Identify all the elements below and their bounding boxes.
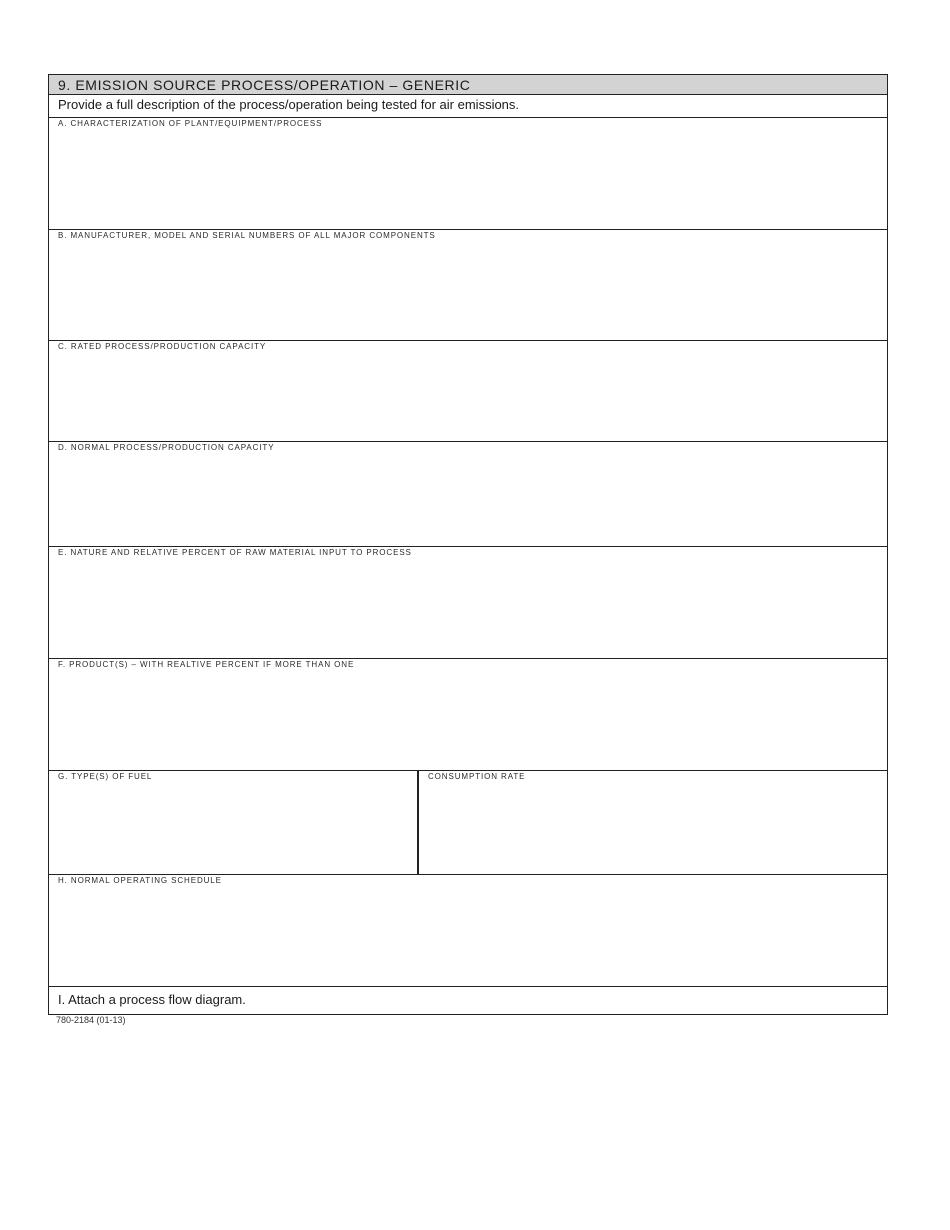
field-consumption-rate (419, 771, 887, 874)
section-title: 9. EMISSION SOURCE PROCESS/OPERATION – GENERIC (49, 75, 887, 95)
field-e-raw-material (49, 547, 887, 659)
field-f-products (49, 659, 887, 771)
field-b-manufacturer (49, 230, 887, 341)
field-b-label: B. MANUFACTURER, MODEL AND SERIAL NUMBERS OF ALL MAJOR COMPONENTS (58, 231, 436, 240)
field-d-normal-capacity (49, 442, 887, 547)
field-h-label: H. NORMAL OPERATING SCHEDULE (58, 876, 222, 885)
fuel-row (49, 771, 887, 875)
field-e-input[interactable] (49, 559, 887, 658)
field-c-rated-capacity (49, 341, 887, 442)
field-g-fuel-type (49, 771, 419, 874)
consumption-rate-label: CONSUMPTION RATE (428, 772, 526, 781)
field-a-input[interactable] (49, 130, 887, 229)
field-a-characterization (49, 118, 887, 230)
attach-flow-diagram-note: I. Attach a process flow diagram. (49, 987, 887, 1015)
field-a-label: A. CHARACTERIZATION OF PLANT/EQUIPMENT/PROCESS (58, 119, 323, 128)
consumption-rate-input[interactable] (419, 783, 887, 874)
field-h-operating-schedule (49, 875, 887, 987)
field-e-label: E. NATURE AND RELATIVE PERCENT OF RAW MATERIAL INPUT TO PROCESS (58, 548, 412, 557)
field-g-input[interactable] (49, 783, 417, 874)
form-code: 780-2184 (01-13) (56, 1015, 126, 1025)
emission-source-form (48, 74, 888, 1015)
field-d-label: D. NORMAL PROCESS/PRODUCTION CAPACITY (58, 443, 275, 452)
section-instructions: Provide a full description of the process/operation being tested for air emissions. (49, 95, 887, 118)
field-f-input[interactable] (49, 671, 887, 770)
field-b-input[interactable] (49, 242, 887, 340)
field-d-input[interactable] (49, 454, 887, 546)
field-g-label: G. TYPE(S) OF FUEL (58, 772, 153, 781)
field-h-input[interactable] (49, 887, 887, 986)
field-f-label: F. PRODUCT(S) – WITH REALTIVE PERCENT IF MORE THAN ONE (58, 660, 355, 669)
field-c-label: C. RATED PROCESS/PRODUCTION CAPACITY (58, 342, 267, 351)
field-c-input[interactable] (49, 353, 887, 441)
